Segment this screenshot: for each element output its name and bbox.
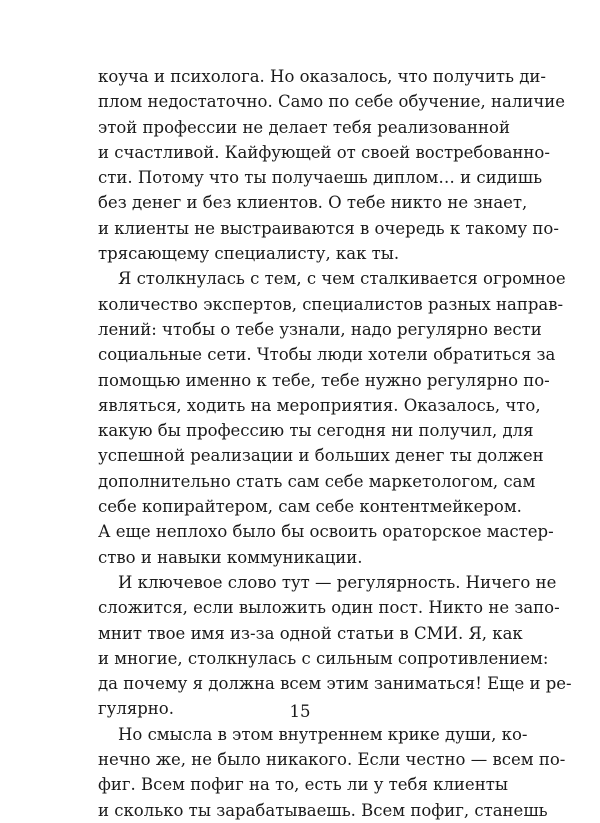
text-line: нечно же, не было никакого. Если честно — всем по- [98,750,566,770]
text-line: фиг. Всем пофиг на то, есть ли у тебя клиенты [98,775,508,795]
text-line: количество экспертов, специалистов разных направ- [98,294,564,314]
text-line: И ключевое слово тут — регулярность. Ничего не [118,572,557,592]
text-line: без денег и без клиентов. О тебе никто не знает, [98,193,528,213]
text-line: сти. Потому что ты получаешь диплом… и сидишь [98,168,543,188]
text-line: гулярно. [98,699,174,719]
paragraph [98,64,566,266]
text-line: себе копирайтером, сам себе контентмейкером. [98,497,522,517]
text-line: помощью именно к тебе, тебе нужно регулярно по- [98,370,550,390]
text-line: социальные сети. Чтобы люди хотели обратиться за [98,345,556,365]
text-line: этой профессии не делает тебя реализованной [98,117,510,137]
page-number: 15 [289,702,311,721]
text-line: лений: чтобы о тебе узнали, надо регулярно вести [98,319,542,339]
text-line: сложится, если выложить один пост. Никто не запо- [98,598,560,618]
text-line: какую бы профессию ты сегодня ни получил, для [98,421,534,441]
text-line: плом недостаточно. Само по себе обучение, наличие [98,92,566,112]
paragraph [98,570,572,722]
paragraph [98,722,566,823]
text-line: А еще неплохо было бы освоить ораторское мастер- [98,522,554,542]
text-line: ство и навыки коммуникации. [98,547,363,567]
text-line: коуча и психолога. Но оказалось, что получить ди- [98,67,546,86]
text-line: и счастливой. Кайфующей от своей востребованно- [98,142,550,162]
paragraph [98,266,566,570]
text-line: мнит твое имя из-за одной статьи в СМИ. Я, как [98,623,523,643]
text-line: и сколько ты зарабатываешь. Всем пофиг, станешь [98,800,548,820]
text-line: и многие, столкнулась с сильным сопротивлением: [98,648,549,668]
text-line: успешной реализации и больших денег ты должен [98,446,544,466]
text-line: и клиенты не выстраиваются в очередь к такому по- [98,218,559,238]
text-line: Я столкнулась с тем, с чем сталкивается огромное [118,269,566,289]
text-line: трясающему специалисту, как ты. [98,244,400,264]
text-line: да почему я должна всем этим заниматься! Еще и ре- [98,674,572,694]
text-line: являться, ходить на мероприятия. Оказалось, что, [98,395,541,415]
text-line: дополнительно стать сам себе маркетологом, сам [98,471,536,491]
text-line: Но смысла в этом внутреннем крике души, ко- [118,724,528,744]
